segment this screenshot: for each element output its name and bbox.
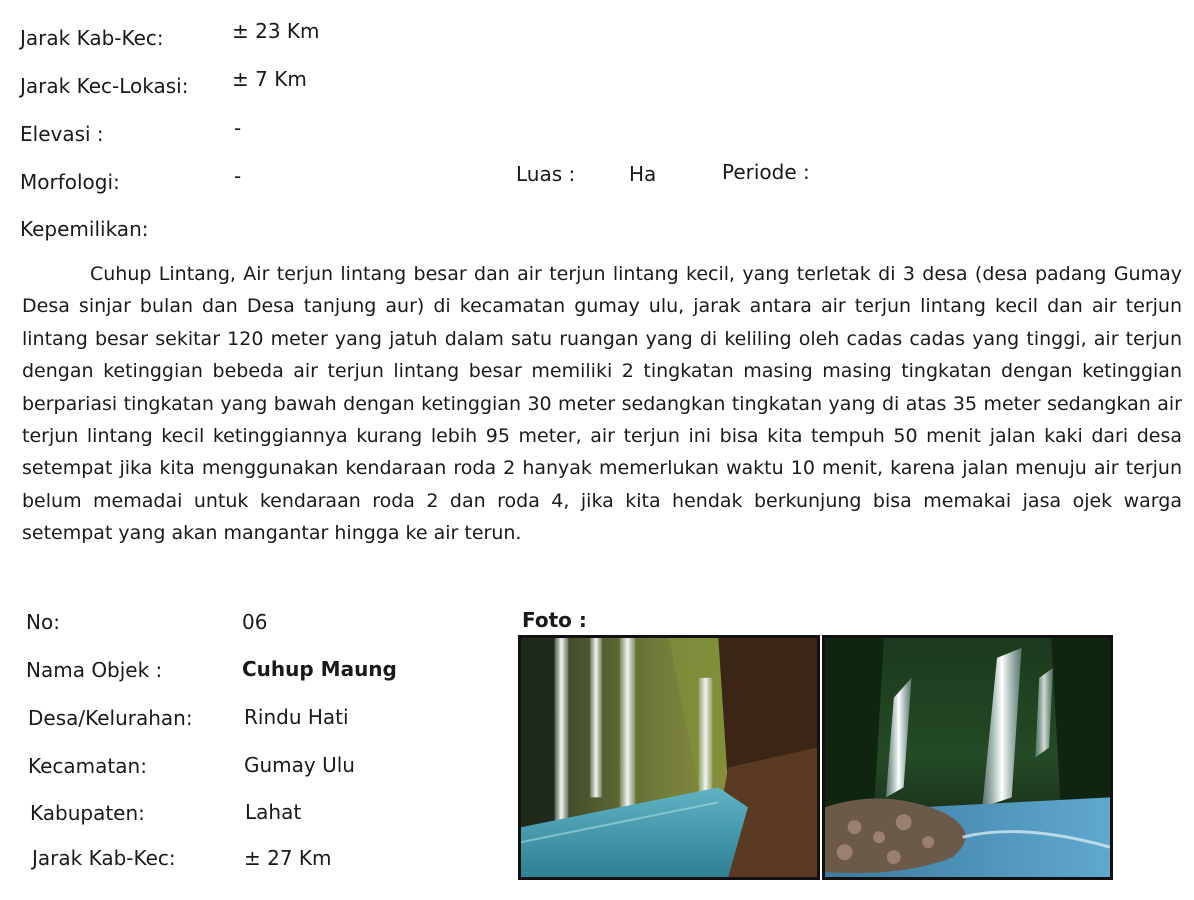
jarak-kab-kec-value: ± 23 Km xyxy=(232,19,320,43)
waterfall-photo-right xyxy=(822,635,1113,880)
morfologi-label: Morfologi: xyxy=(20,170,120,194)
desa-value: Rindu Hati xyxy=(244,705,349,729)
kabupaten-value: Lahat xyxy=(245,800,302,824)
luas-value: Ha xyxy=(629,162,657,186)
description-paragraph: Cuhup Lintang, Air terjun lintang besar dan air terjun lintang kecil, yang terletak di 3 desa (desa padang Gumay Desa sinjar bulan dan Desa tanjung aur) di kecamatan gumay ulu, jarak antara air terjun lintang kecil dan air terjun lintang besar sekitar 120 meter yang jatuh dalam satu ruangan yang di keliling oleh cadas cadas yang tinggi, air terjun dengan ketinggian bebeda air terjun lintang besar memiliki 2 tingkatan masing masing tingkatan dengan ketinggian berpariasi tingkatan yang bawah dengan ketinggian 30 meter sedangkan tingkatan yang di atas 35 meter sedangkan air terjun lintang kecil ketinggiannya kurang lebih 95 meter, air terjun ini bisa kita tempuh 50 menit jalan kaki dari desa setempat jika kita menggunakan kendaraan roda 2 hanyak memerlukan waktu 10 menit, karena jalan menuju air terjun belum memadai untuk kendaraan roda 2 dan roda 4, jika kita hendak berkunjung bisa memakai jasa ojek warga setempat yang akan mangantar hingga ke air terun. xyxy=(22,263,1182,545)
kecamatan-value: Gumay Ulu xyxy=(244,753,355,777)
kabupaten-label: Kabupaten: xyxy=(30,801,145,825)
no-value: 06 xyxy=(242,610,268,634)
periode-label: Periode : xyxy=(722,160,810,184)
no-label: No: xyxy=(26,610,60,634)
elevasi-value: - xyxy=(234,116,242,140)
kecamatan-label: Kecamatan: xyxy=(28,754,147,778)
jarak-kec-lokasi-value: ± 7 Km xyxy=(232,67,307,91)
foto-label: Foto : xyxy=(522,608,587,632)
jarak-kec-lokasi-label: Jarak Kec-Lokasi: xyxy=(20,74,189,98)
waterfall-photo-left xyxy=(518,635,820,880)
jarak-kab-kec-label: Jarak Kab-Kec: xyxy=(20,26,164,50)
jarak-kab-kec-2-label: Jarak Kab-Kec: xyxy=(32,846,176,870)
nama-objek-value: Cuhup Maung xyxy=(242,657,397,681)
morfologi-value: - xyxy=(234,164,242,188)
luas-label: Luas : xyxy=(516,162,576,186)
jarak-kab-kec-2-value: ± 27 Km xyxy=(244,846,332,870)
elevasi-label: Elevasi : xyxy=(20,122,104,146)
kepemilikan-label: Kepemilikan: xyxy=(20,217,149,241)
nama-objek-label: Nama Objek : xyxy=(26,658,163,682)
desa-label: Desa/Kelurahan: xyxy=(28,706,193,730)
